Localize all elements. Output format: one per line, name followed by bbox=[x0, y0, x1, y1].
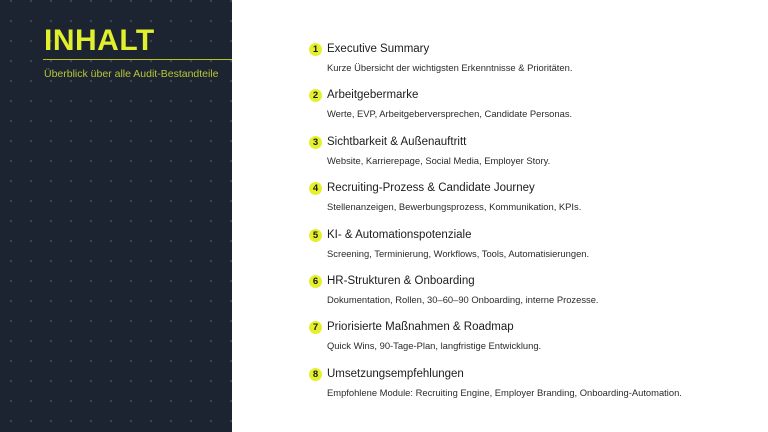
number-badge: 3 bbox=[309, 136, 322, 149]
item-description: Werte, EVP, Arbeitgeberversprechen, Candidate Personas. bbox=[327, 108, 573, 120]
number-badge: 1 bbox=[309, 43, 322, 56]
page-subtitle: Überblick über alle Audit-Bestandteile bbox=[44, 68, 219, 80]
item-description: Quick Wins, 90-Tage-Plan, langfristige Entwicklung. bbox=[327, 340, 542, 352]
item-title: KI- & Automationspotenziale bbox=[327, 228, 472, 241]
number-badge: 8 bbox=[309, 368, 322, 381]
number-badge: 7 bbox=[309, 321, 322, 334]
item-description: Stellenanzeigen, Bewerbungsprozess, Kommunikation, KPIs. bbox=[327, 201, 582, 213]
number-badge: 6 bbox=[309, 275, 322, 288]
item-description: Website, Karrierepage, Social Media, Employer Story. bbox=[327, 154, 551, 166]
number-badge: 5 bbox=[309, 229, 322, 242]
item-title: HR-Strukturen & Onboarding bbox=[327, 274, 475, 287]
item-title: Executive Summary bbox=[327, 43, 430, 55]
item-title: Arbeitgebermarke bbox=[327, 89, 419, 102]
item-title: Sichtbarkeit & Außenauftritt bbox=[327, 135, 467, 148]
number-badge: 2 bbox=[309, 89, 322, 102]
item-title: Priorisierte Maßnahmen & Roadmap bbox=[327, 321, 514, 334]
item-description: Dokumentation, Rollen, 30–60–90 Onboarding, interne Prozesse. bbox=[327, 293, 599, 305]
item-title: Recruiting-Prozess & Candidate Journey bbox=[327, 182, 535, 195]
sidebar-panel bbox=[0, 0, 232, 432]
number-badge: 4 bbox=[309, 182, 322, 195]
item-description: Empfohlene Module: Recruiting Engine, Employer Branding, Onboarding-Automation. bbox=[327, 386, 682, 398]
page-title: INHALT bbox=[44, 24, 155, 57]
item-description: Kurze Übersicht der wichtigsten Erkenntnisse & Prioritäten. bbox=[327, 62, 573, 73]
item-title: Umsetzungsempfehlungen bbox=[327, 367, 464, 380]
item-description: Screening, Terminierung, Workflows, Tools, Automatisierungen. bbox=[327, 247, 590, 259]
title-divider bbox=[43, 59, 232, 60]
